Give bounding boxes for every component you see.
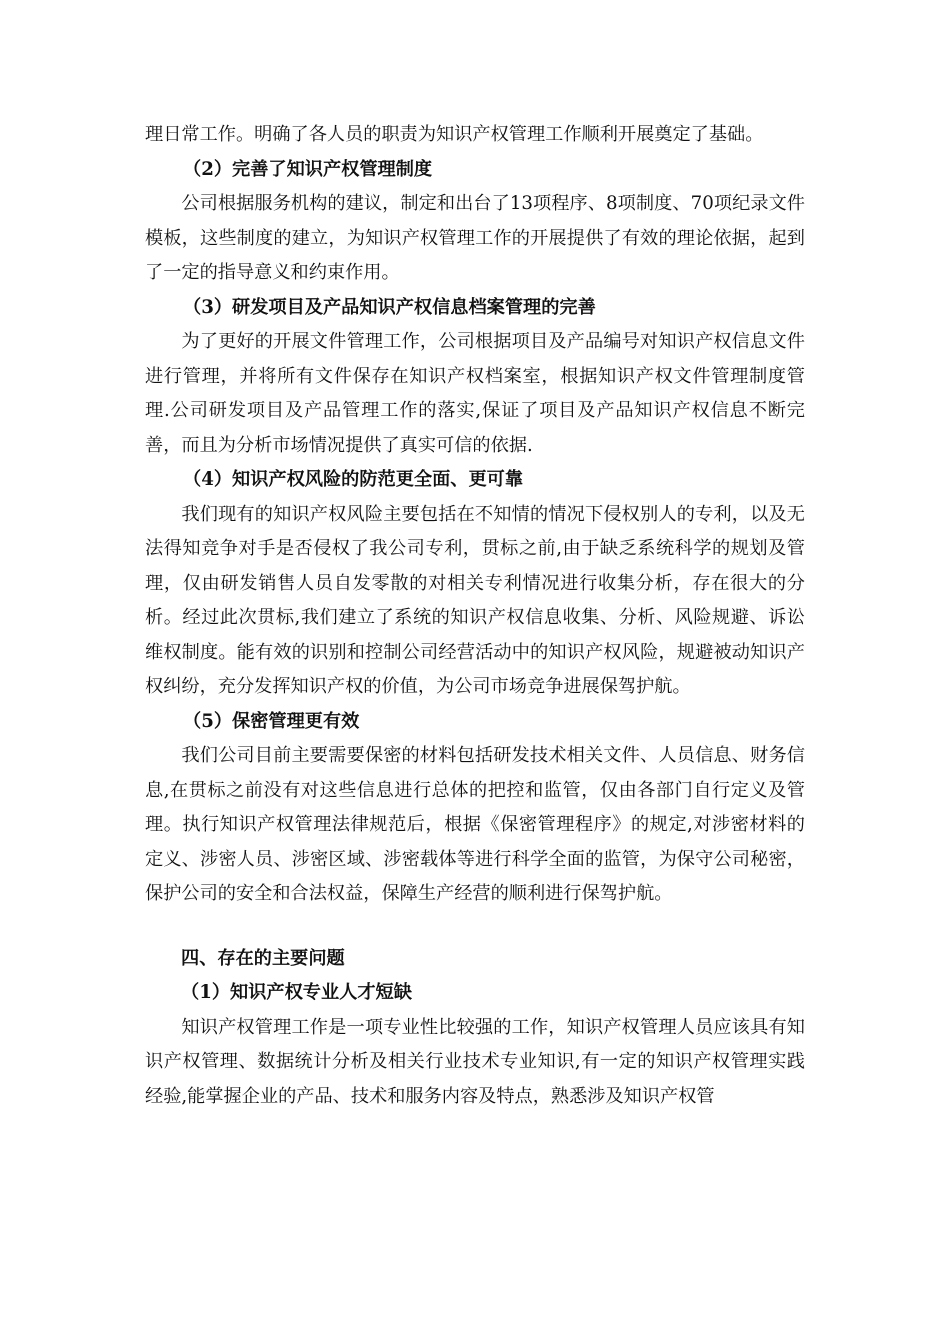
paragraph-continuation: 理日常工作。明确了各人员的职责为知识产权管理工作顺利开展奠定了基础。 xyxy=(145,124,764,145)
paragraph-ip-system: 公司根据服务机构的建议，制定和出台了13项程序、8项制度、70项纪录文件模板，这些制度的建立，为知识产权管理工作的开展提供了有效的理论依据，起到了一定的指导意义和约束作用。 xyxy=(145,193,805,283)
heading-archive-management: （3）研发项目及产品知识产权信息档案管理的完善 xyxy=(183,296,596,318)
document-body xyxy=(145,118,805,1114)
heading-confidentiality: （5）保密管理更有效 xyxy=(183,710,360,732)
heading-talent-shortage: （1）知识产权专业人才短缺 xyxy=(181,982,412,1003)
paragraph-confidentiality: 我们公司目前主要需要保密的材料包括研发技术相关文件、人员信息、财务信息,在贯标之前没有对这些信息进行总体的把控和监管，仅由各部门自行定义及管理。执行知识产权管理法律规范后，根据《保密管理程序》的规定,对涉密材料的定义、涉密人员、涉密区域、涉密载体等进行科学全面的监管，为保守公司秘密，保护公司的安全和合法权益，保障生产经营的顺利进行保驾护航。 xyxy=(145,745,805,904)
heading-risk-prevention: （4）知识产权风险的防范更全面、更可靠 xyxy=(183,469,524,490)
section-heading-main-problems: 四、存在的主要问题 xyxy=(181,947,345,969)
paragraph-risk-prevention: 我们现有的知识产权风险主要包括在不知情的情况下侵权别人的专利，以及无法得知竞争对手是否侵权了我公司专利，贯标之前,由于缺乏系统科学的规划及管理，仅由研发销售人员自发零散的对相关专利情况进行收集分析，存在很大的分析。经过此次贯标,我们建立了系统的知识产权信息收集、分析、风险规避、诉讼维权制度。能有效的识别和控制公司经营活动中的知识产权风险，规避被动知识产权纠纷，充分发挥知识产权的价值，为公司市场竞争进展保驾护航。 xyxy=(145,503,805,697)
paragraph-archive-management: 为了更好的开展文件管理工作，公司根据项目及产品编号对知识产权信息文件进行管理，并将所有文件保存在知识产权档案室，根据知识产权文件管理制度管理.公司研发项目及产品管理工作的落实,保证了项目及产品知识产权信息不断完善，而且为分析市场情况提供了真实可信的依据. xyxy=(145,331,805,456)
heading-improved-ip-system: （2）完善了知识产权管理制度 xyxy=(183,158,433,180)
paragraph-talent-shortage: 知识产权管理工作是一项专业性比较强的工作，知识产权管理人员应该具有知识产权管理、数据统计分析及相关行业技术专业知识,有一定的知识产权管理实践经验,能掌握企业的产品、技术和服务内容及特点，熟悉涉及知识产权管 xyxy=(145,1016,805,1107)
